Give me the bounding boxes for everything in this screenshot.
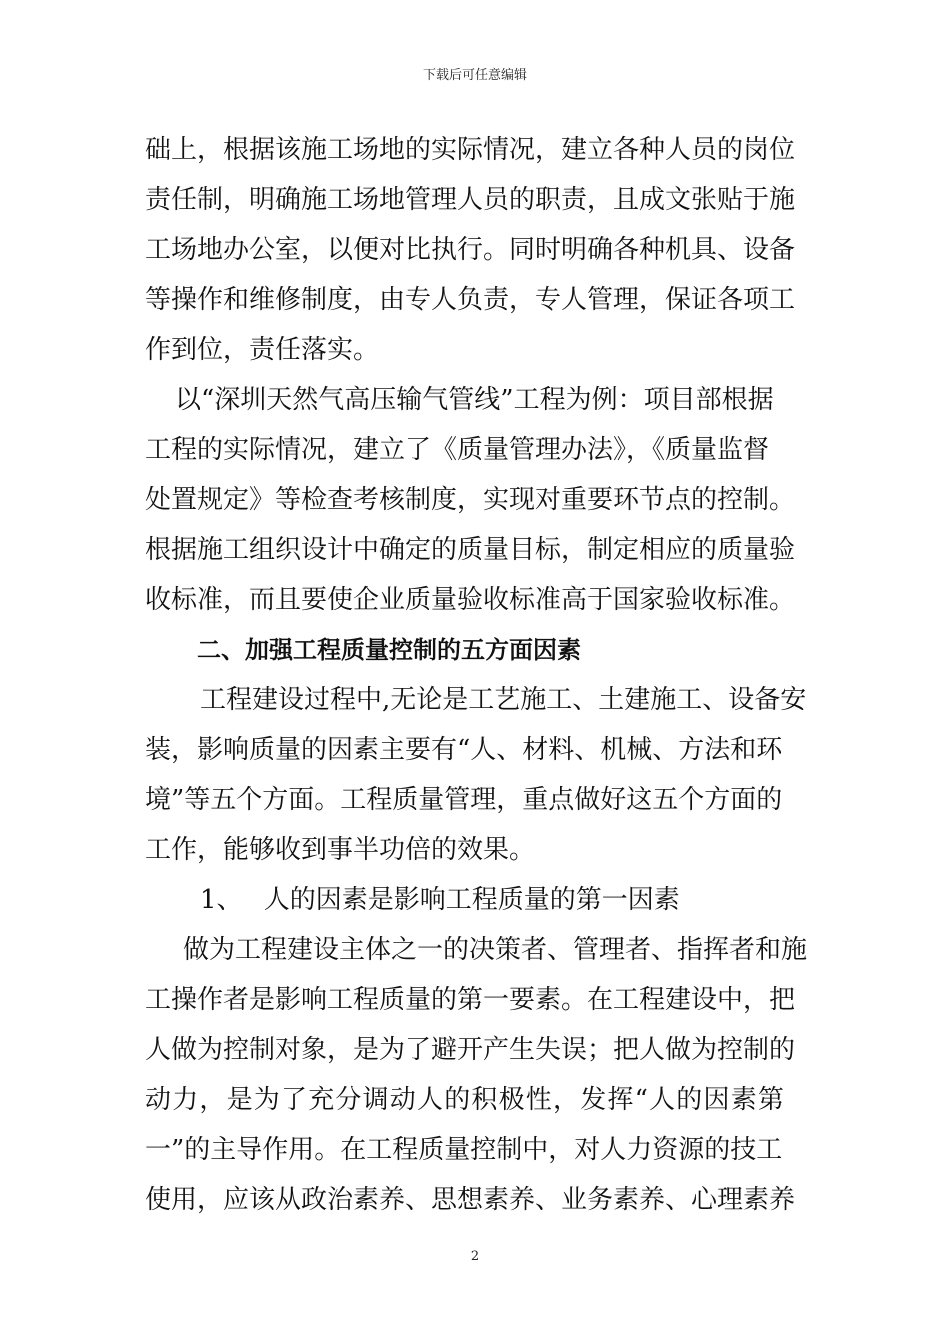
body-line-7: 工程的实际情况，建立了《质量管理办法》，《质量监督	[145, 435, 770, 465]
body-line-5: 作到位，责任落实。	[145, 335, 380, 365]
body-line-20: 动力，是为了充分调动人的积极性，发挥“人的因素第	[145, 1085, 786, 1115]
body-line-2: 责任制，明确施工场地管理人员的职责，且成文张贴于施	[145, 185, 796, 215]
page-number: 2	[470, 1249, 480, 1264]
subsection-heading: 1、 人的因素是影响工程质量的第一因素	[200, 885, 680, 915]
body-line-10: 收标准，而且要使企业质量验收标准高于国家验收标准。	[145, 585, 796, 615]
body-line-1: 础上，根据该施工场地的实际情况，建立各种人员的岗位	[145, 135, 796, 165]
body-line-17: 做为工程建设主体之一的决策者、管理者、指挥者和施	[183, 935, 808, 965]
body-line-3: 工场地办公室，以便对比执行。同时明确各种机具、设备	[145, 235, 796, 265]
body-line-13: 装，影响质量的因素主要有“人、材料、机械、方法和环	[145, 735, 783, 765]
section-heading: 二、加强工程质量控制的五方面因素	[197, 635, 581, 664]
body-line-18: 工操作者是影响工程质量的第一要素。在工程建设中，把	[145, 985, 796, 1015]
body-line-8: 处置规定》等检查考核制度，实现对重要环节点的控制。	[145, 485, 796, 515]
body-line-12: 工程建设过程中,无论是工艺施工、土建施工、设备安	[200, 685, 807, 715]
body-line-19: 人做为控制对象，是为了避开产生失误；把人做为控制的	[145, 1035, 796, 1065]
body-line-15: 工作，能够收到事半功倍的效果。	[145, 835, 536, 865]
body-line-9: 根据施工组织设计中确定的质量目标，制定相应的质量验	[145, 535, 796, 565]
body-line-21: 一”的主导作用。在工程质量控制中，对人力资源的技工	[145, 1135, 783, 1165]
body-line-6: 以“深圳天然气高压输气管线”工程为例：项目部根据	[175, 385, 774, 415]
body-line-4: 等操作和维修制度，由专人负责，专人管理，保证各项工	[145, 285, 796, 315]
page-header: 下载后可任意编辑	[422, 68, 527, 83]
body-line-14: 境”等五个方面。工程质量管理，重点做好这五个方面的	[145, 785, 783, 815]
body-line-22: 使用，应该从政治素养、思想素养、业务素养、心理素养	[145, 1185, 796, 1215]
